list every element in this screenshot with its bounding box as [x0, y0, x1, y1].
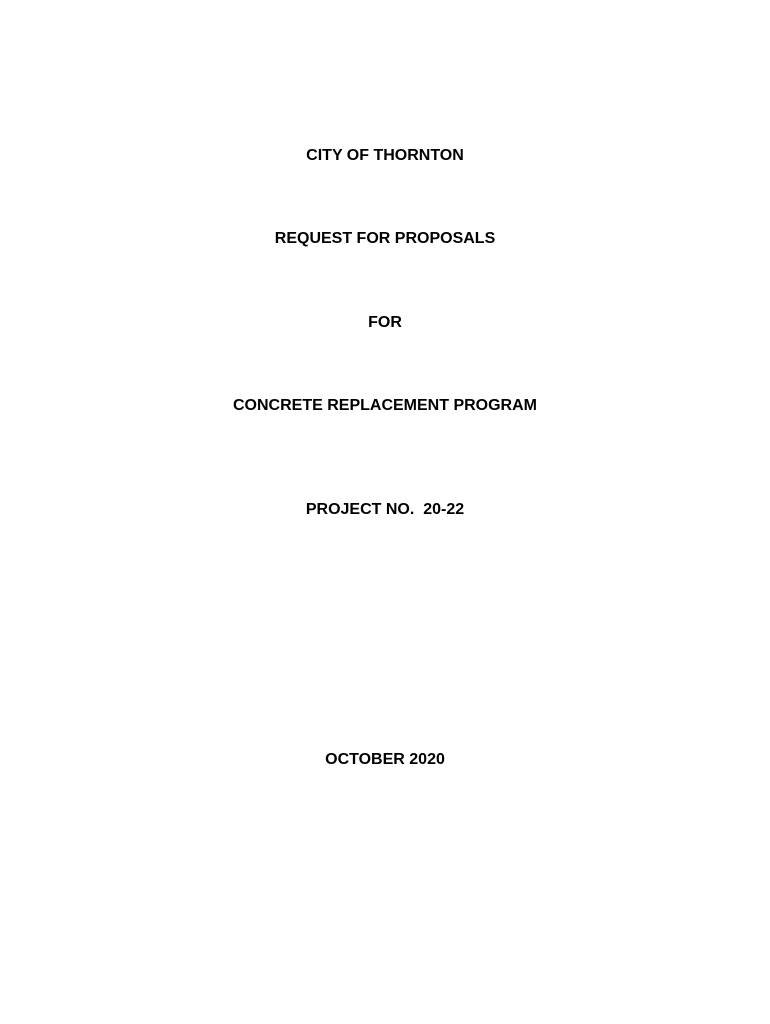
program-name-heading: CONCRETE REPLACEMENT PROGRAM	[232, 397, 537, 414]
document-date: OCTOBER 2020	[325, 751, 445, 768]
connector-text: FOR	[368, 314, 402, 331]
project-number: PROJECT NO. 20-22	[305, 501, 465, 518]
organization-title: CITY OF THORNTON	[306, 147, 464, 164]
document-type-heading: REQUEST FOR PROPOSALS	[274, 230, 496, 247]
